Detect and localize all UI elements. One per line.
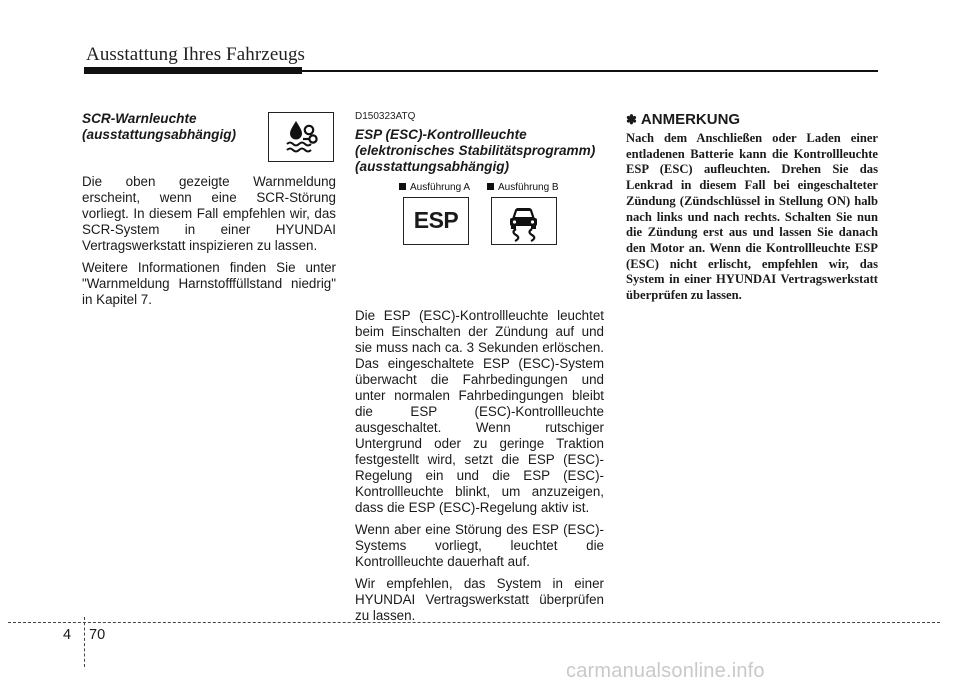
- page-header-title: Ausstattung Ihres Fahrzeugs: [86, 44, 306, 65]
- esp-indicator-variant-b: [491, 197, 557, 245]
- esp-text-icon: ESP: [413, 207, 459, 233]
- footer-rule: [8, 622, 940, 623]
- footer-divider: [84, 617, 85, 667]
- variant-b-label: Ausführung B: [487, 182, 559, 193]
- scr-heading-line1: SCR-Warnleuchte: [82, 111, 197, 126]
- scr-warning-icon-box: [268, 112, 334, 162]
- esp-paragraph-2: Wenn aber eine Störung des ESP (ESC)-Systems vorliegt, leuchtet die Kontrollleuchte dauerhaft auf.: [355, 522, 604, 569]
- esp-heading-line1: ESP (ESC)-Kontrollleuchte: [355, 127, 527, 142]
- watermark: carmanualsonline.info: [566, 660, 765, 682]
- asterisk-icon: ✽: [626, 112, 637, 127]
- esp-reference-code: D150323ATQ: [355, 111, 416, 122]
- esp-indicator-variant-a: [403, 197, 469, 245]
- scr-heading-line2: (ausstattungsabhängig): [82, 127, 237, 142]
- scr-paragraph-1: Die oben gezeigte Warnmeldung erscheint, wenn eine SCR-Störung vorliegt. In diesem Fall empfehlen wir, das SCR-System in einer HYUNDAI Vertragswerkstatt inspizieren zu lassen.: [82, 174, 336, 253]
- esp-paragraph-3: Wir empfehlen, das System in einer HYUNDAI Vertragswerkstatt überprüfen zu lassen.: [355, 576, 604, 623]
- esp-paragraph-1: Die ESP (ESC)-Kontrollleuchte leuchtet beim Einschalten der Zündung auf und sie muss nach ca. 3 Sekunden erlöschen. Das eingeschaltete ESP (ESC)-System überwacht die Fahrbedingungen und unter normalen Fahrbedingungen bleibt die ESP (ESC)-Kontrollleuchte ausgeschaltet. Wenn rutschiger Untergrund oder zu geringe Traktion festgestellt wird, setzt die ESP (ESC)-Regelung ein und die ESP (ESC)-Kontrollleuchte blinkt, um anzuzeigen, dass die ESP (ESC)-Regelung aktiv ist.: [355, 308, 604, 515]
- esp-section: [355, 111, 604, 630]
- page-number: 70: [89, 627, 106, 643]
- esp-heading-line3: (ausstattungsabhängig): [355, 159, 510, 174]
- header-rule: [84, 70, 878, 72]
- note-text: Nach dem Anschließen oder Laden einer entladenen Batterie kann die Kontrollleuchte ESP (ESC) aufleuchten. Drehen Sie das Lenkrad in diesem Fall bei eingeschalteter Zündung (Zündschlüssel in Stellung ON) halb nach links und nach rechts. Schalten Sie nun die Zündung erst aus und lassen Sie danach den Motor an. Wenn die Kontrollleuchte ESP (ESC) nicht erlischt, empfehlen wir, das System in einer HYUNDAI Vertragswerkstatt überprüfen zu lassen.: [626, 131, 878, 303]
- square-bullet-icon: [399, 183, 406, 190]
- scr-warning-icon: [269, 113, 332, 160]
- esp-heading-line2: (elektronisches Stabilitätsprogramm): [355, 143, 596, 158]
- note-section: [626, 111, 878, 304]
- note-heading-text: ANMERKUNG: [640, 111, 741, 128]
- chapter-number: 4: [63, 627, 72, 643]
- skidding-car-icon: [492, 198, 555, 243]
- note-heading: [626, 111, 878, 129]
- square-bullet-icon: [487, 183, 494, 190]
- esp-heading: [355, 127, 604, 175]
- scr-paragraph-2: Weitere Informationen finden Sie unter "Warnmeldung Harnstofffüllstand niedrig" in Kapitel 7.: [82, 260, 336, 307]
- variant-a-label: Ausführung A: [399, 182, 470, 193]
